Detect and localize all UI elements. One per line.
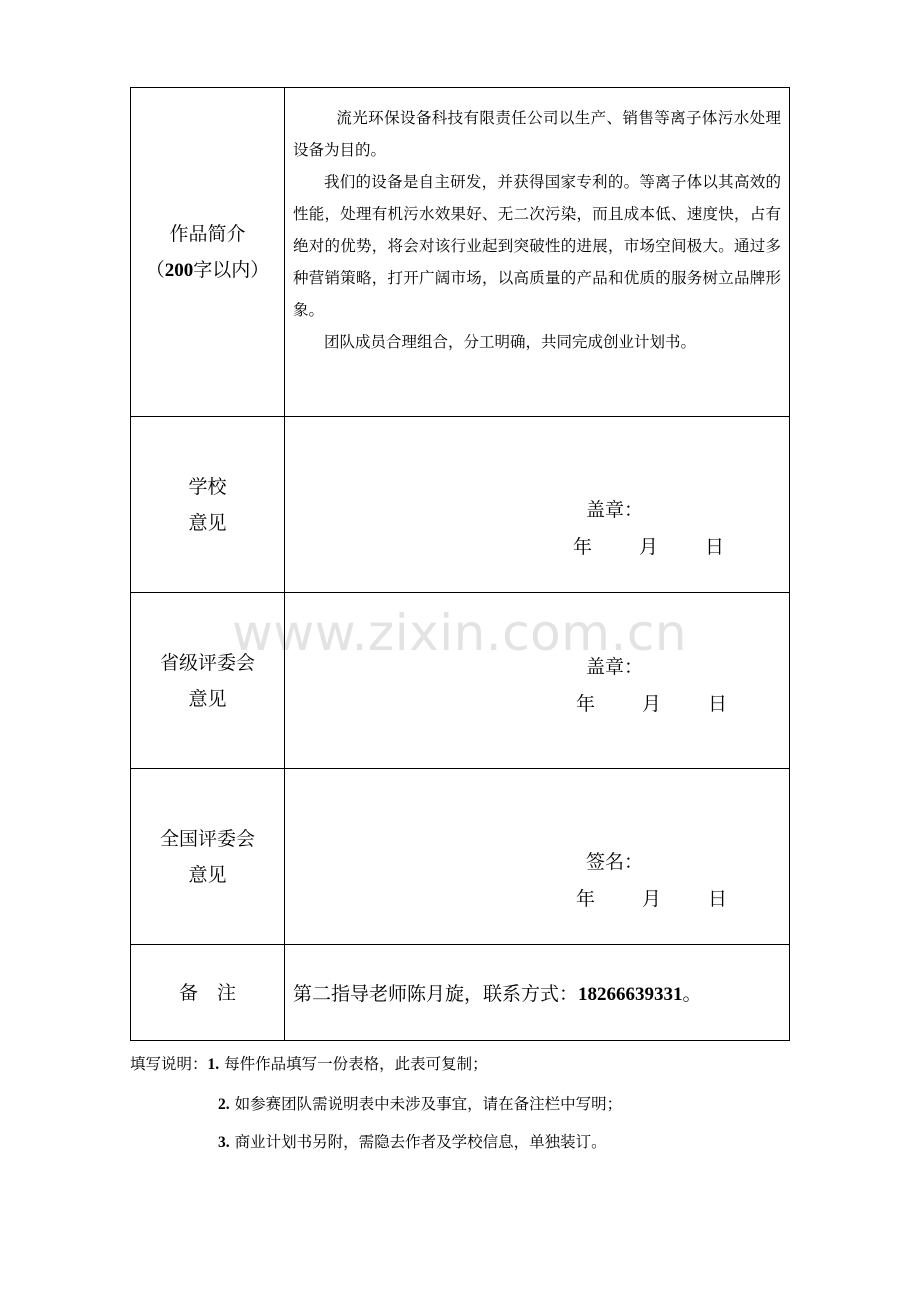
national-date: 年 月 日 bbox=[576, 888, 728, 910]
remark-content-cell bbox=[285, 945, 790, 1041]
intro-paragraph: 流光环保设备科技有限责任公司以生产、销售等离子体污水处理设备为目的。 bbox=[293, 109, 781, 159]
school-opinion-row bbox=[131, 417, 790, 593]
intro-paragraph: 团队成员合理组合，分工明确，共同完成创业计划书。 bbox=[324, 333, 697, 351]
national-opinion-cell bbox=[285, 769, 790, 945]
national-label-cell bbox=[131, 769, 285, 945]
national-label-opinion: 意见 bbox=[188, 863, 227, 886]
national-opinion-row bbox=[131, 769, 790, 945]
application-form-table bbox=[130, 87, 790, 1041]
national-sign-label: 签名： bbox=[586, 851, 644, 873]
school-stamp-label: 盖章： bbox=[586, 499, 644, 521]
province-label-cell bbox=[131, 593, 285, 769]
intro-row bbox=[131, 88, 790, 417]
school-label: 学校 bbox=[188, 475, 227, 498]
remark-label: 备 注 bbox=[178, 981, 236, 1004]
remark-label-cell bbox=[131, 945, 285, 1041]
remark-text: 第二指导老师陈月旋，联系方式： bbox=[293, 983, 579, 1005]
instruction-item: 3. 商业计划书另附，需隐去作者及学校信息，单独装订。 bbox=[218, 1133, 607, 1151]
school-opinion-cell bbox=[285, 417, 790, 593]
province-opinion-row bbox=[131, 593, 790, 769]
province-stamp-label: 盖章： bbox=[586, 656, 644, 678]
watermark: www.zixin.com.cn bbox=[232, 604, 688, 662]
intro-paragraph: 我们的设备是自主研发，并获得国家专利的。等离子体以其高效的性能，处理有机污水效果好、无二次污染，而且成本低、速度快，占有绝对的优势，将会对该行业起到突破性的进展，市场空间极大。通过多种营销策略，打开广阔市场，以高质量的产品和优质的服务树立品牌形象。 bbox=[293, 173, 781, 319]
national-label: 全国评委会 bbox=[159, 827, 255, 850]
school-label-cell bbox=[131, 417, 285, 593]
province-date: 年 月 日 bbox=[576, 693, 728, 715]
province-label: 省级评委会 bbox=[159, 651, 255, 674]
instruction-item: 填写说明：1. 每件作品填写一份表格，此表可复制； bbox=[130, 1055, 488, 1073]
intro-label: 作品简介 bbox=[169, 222, 246, 245]
instructions-prefix: 填写说明： bbox=[130, 1055, 208, 1073]
province-label-opinion: 意见 bbox=[188, 687, 227, 710]
intro-label-cell bbox=[131, 88, 285, 417]
remark-row bbox=[131, 945, 790, 1041]
school-label-opinion: 意见 bbox=[188, 511, 227, 534]
province-opinion-cell bbox=[285, 593, 790, 769]
intro-label-limit: （200字以内） bbox=[145, 258, 270, 281]
remark-phone: 18266639331 bbox=[578, 984, 683, 1005]
school-date: 年 月 日 bbox=[573, 536, 725, 558]
instruction-item: 2. 如参赛团队需说明表中未涉及事宜，请在备注栏中写明； bbox=[218, 1095, 623, 1113]
intro-content-cell bbox=[285, 88, 790, 417]
remark-end: 。 bbox=[682, 983, 702, 1005]
